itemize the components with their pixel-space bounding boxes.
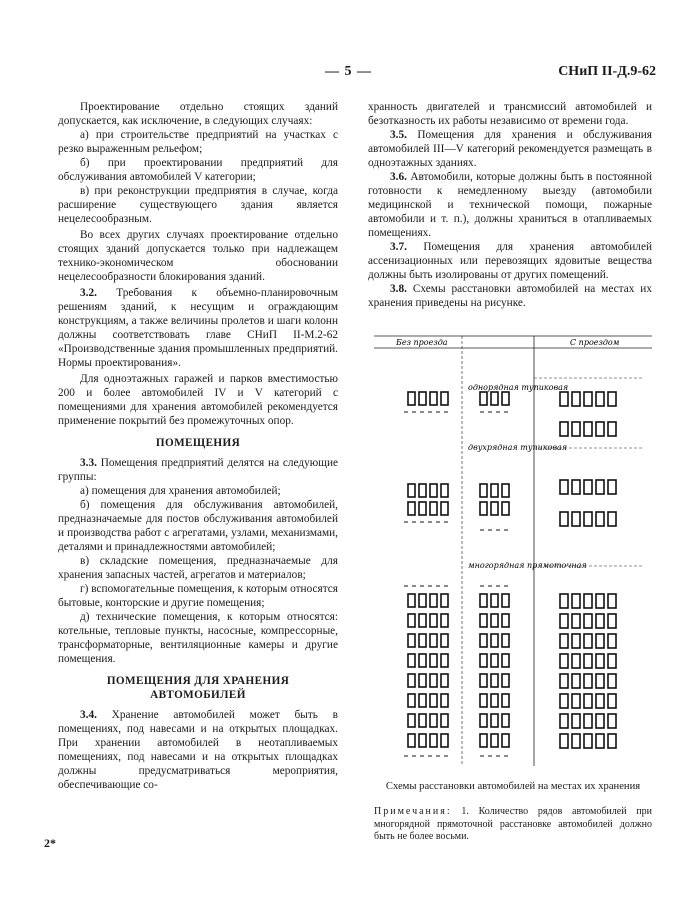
- car-slot: [480, 614, 487, 627]
- car-slot: [596, 694, 604, 708]
- car-slot: [441, 614, 448, 627]
- car-slot: [502, 594, 509, 607]
- car-slot: [608, 594, 616, 608]
- list-item: г) вспомогательные помещения, к которым относятся бытовые, конторские и другие помещения;: [58, 583, 338, 609]
- car-slot: [419, 694, 426, 707]
- list-item: в) при реконструкции предприятия в случае, когда расширение существующего здания является нецелесообразным.: [58, 185, 338, 225]
- car-slot: [430, 734, 437, 747]
- car-slot: [441, 674, 448, 687]
- clause-3-6: [368, 170, 652, 240]
- car-slot: [608, 614, 616, 628]
- car-slot: [491, 694, 498, 707]
- car-slot: [584, 734, 592, 748]
- car-slot: [502, 674, 509, 687]
- car-slot: [560, 634, 568, 648]
- page-number: — 5 —: [325, 64, 372, 79]
- car-slot: [408, 694, 415, 707]
- car-slot: [419, 634, 426, 647]
- list-item: а) при строительстве предприятий на участках с резко выраженным рельефом;: [58, 129, 338, 155]
- car-slot: [572, 614, 580, 628]
- car-slot: [502, 694, 509, 707]
- label-single-row: однорядная тупиковая: [468, 383, 569, 392]
- clause-text: Помещения для хранения автомобилей ассенизационных или перевозящих ядовитые вещества должны быть изолированы от других помещений.: [368, 241, 652, 281]
- clause-number: 3.3.: [80, 457, 97, 469]
- car-slot: [572, 674, 580, 688]
- right-column: [368, 100, 652, 310]
- car-slot: [596, 422, 604, 436]
- car-slot: [596, 614, 604, 628]
- car-slot: [480, 502, 487, 515]
- note-label: Примечания:: [374, 806, 452, 817]
- car-slot: [584, 634, 592, 648]
- car-slot: [608, 674, 616, 688]
- car-slot: [560, 512, 568, 526]
- car-slot: [430, 594, 437, 607]
- label-multi-row: многорядная прямоточная: [468, 561, 587, 570]
- car-slot: [480, 694, 487, 707]
- car-slot: [430, 392, 437, 405]
- label-with-drive: С проездом: [570, 338, 620, 347]
- paragraph: Для одноэтажных гаражей и парков вместимостью 200 и более автомобилей IV и V категорий с помещениями для хранения автомобилей рекомендуется применение покрытий без промежуточных опор.: [58, 373, 338, 427]
- car-slot: [408, 674, 415, 687]
- car-slot: [480, 654, 487, 667]
- car-slot: [480, 734, 487, 747]
- car-slot: [419, 714, 426, 727]
- car-slot: [441, 594, 448, 607]
- car-slot: [572, 392, 580, 406]
- drive-markers: [404, 412, 512, 756]
- car-slot: [491, 654, 498, 667]
- paragraph: хранность двигателей и трансмиссий автомобилей и безотказность их работы независимо от времени года.: [368, 101, 652, 127]
- clause-number: 3.2.: [80, 287, 97, 299]
- car-slot: [430, 694, 437, 707]
- clause-3-5: [368, 128, 652, 170]
- car-slot: [584, 654, 592, 668]
- car-slot: [596, 392, 604, 406]
- car-slot: [419, 654, 426, 667]
- list-item: б) при проектировании предприятий для обслуживания автомобилей V категории;: [58, 157, 338, 183]
- car-slot: [596, 654, 604, 668]
- car-slot: [560, 694, 568, 708]
- car-slot: [596, 594, 604, 608]
- clause-3-8: [368, 282, 652, 310]
- car-slot: [572, 480, 580, 494]
- car-slot: [480, 392, 487, 405]
- car-slot: [596, 674, 604, 688]
- car-slot: [572, 714, 580, 728]
- car-slot: [441, 734, 448, 747]
- car-slot: [491, 594, 498, 607]
- car-slot: [441, 484, 448, 497]
- car-slot: [608, 654, 616, 668]
- car-slot: [441, 694, 448, 707]
- car-slot: [502, 634, 509, 647]
- car-slot: [480, 634, 487, 647]
- car-slot: [441, 392, 448, 405]
- car-slot: [560, 614, 568, 628]
- car-slot: [608, 734, 616, 748]
- car-slot: [480, 594, 487, 607]
- car-slot: [408, 734, 415, 747]
- car-slot: [441, 654, 448, 667]
- car-slot: [572, 594, 580, 608]
- car-slot: [502, 734, 509, 747]
- car-slot: [408, 392, 415, 405]
- note: [374, 806, 652, 844]
- car-slot: [608, 480, 616, 494]
- car-slot: [502, 392, 509, 405]
- car-slot: [441, 714, 448, 727]
- car-slot: [596, 480, 604, 494]
- clause-3-3: [58, 456, 338, 484]
- clause-3-2: [58, 286, 338, 370]
- car-slot: [430, 674, 437, 687]
- section-heading: ПОМЕЩЕНИЯ: [155, 437, 241, 449]
- car-slot: [502, 614, 509, 627]
- car-slot: [441, 502, 448, 515]
- parking-layout-figure: [374, 332, 652, 774]
- car-slot: [491, 502, 498, 515]
- car-slot: [572, 734, 580, 748]
- car-slot: [430, 634, 437, 647]
- car-slot: [584, 392, 592, 406]
- list-item: д) технические помещения, к которым относятся: котельные, тепловые пункты, насосные, компрессорные, трансформаторные, вентиляционные камеры и другие помещения.: [58, 611, 338, 665]
- car-slot: [419, 614, 426, 627]
- car-slot: [502, 714, 509, 727]
- car-slot: [491, 634, 498, 647]
- car-slot: [596, 512, 604, 526]
- car-slot: [502, 484, 509, 497]
- left-column: [58, 100, 338, 792]
- clause-text: Автомобили, которые должны быть в постоянной готовности к немедленному выезду (автомобили медицинской и технической помощи, пожарные автомобили и т. п.), должны храниться в отапливаемых помещениях.: [368, 171, 652, 239]
- section-heading: ПОМЕЩЕНИЯ ДЛЯ ХРАНЕНИЯ АВТОМОБИЛЕЙ: [106, 675, 290, 701]
- car-slot: [584, 674, 592, 688]
- car-slot: [408, 654, 415, 667]
- car-slot: [584, 422, 592, 436]
- car-slot: [560, 674, 568, 688]
- clause-text: Помещения для хранения и обслуживания автомобилей III—V категорий рекомендуется размещать в одноэтажных зданиях.: [368, 129, 652, 169]
- page-footer-mark: 2*: [44, 836, 56, 850]
- clause-number: 3.4.: [80, 709, 97, 721]
- car-slot: [572, 654, 580, 668]
- car-slot: [560, 480, 568, 494]
- car-slot: [419, 734, 426, 747]
- car-slot: [408, 594, 415, 607]
- car-slot: [419, 594, 426, 607]
- car-slot: [491, 392, 498, 405]
- car-slot: [419, 392, 426, 405]
- car-slot: [596, 734, 604, 748]
- car-slot: [408, 502, 415, 515]
- car-slot: [560, 714, 568, 728]
- car-slot: [408, 484, 415, 497]
- car-slot: [584, 614, 592, 628]
- car-slot: [572, 634, 580, 648]
- clause-3-4: [58, 708, 338, 792]
- note-text: 1. Количество рядов автомобилей при многорядной прямоточной расстановке автомобилей должно быть не более восьми.: [374, 806, 652, 842]
- clause-number: 3.5.: [390, 129, 407, 141]
- car-slot: [491, 674, 498, 687]
- car-slot: [608, 512, 616, 526]
- figure-caption: Схемы расстановки автомобилей на местах их хранения: [385, 781, 641, 792]
- car-slot: [584, 594, 592, 608]
- car-slot: [608, 714, 616, 728]
- car-slot: [430, 614, 437, 627]
- car-slot: [430, 502, 437, 515]
- car-slot: [419, 674, 426, 687]
- car-slot: [560, 422, 568, 436]
- page-header: [0, 64, 700, 84]
- car-slot: [560, 594, 568, 608]
- car-slot: [608, 694, 616, 708]
- car-slot: [408, 634, 415, 647]
- car-slot: [596, 634, 604, 648]
- clause-text: Требования к объемно-планировочным решениям зданий, к несущим и ограждающим конструкциям, а также величины пролетов и шаги колонн должны соответствовать главе СНиП II-М.2-62 «Производственные здания промышленных предприятий. Нормы проектирования».: [58, 287, 338, 369]
- car-slot: [596, 714, 604, 728]
- car-slot: [584, 714, 592, 728]
- car-slot: [430, 714, 437, 727]
- list-item: б) помещения для обслуживания автомобилей, предназначаемые для постов обслуживания автомобилей и производства работ с агрегатами, узлами, механизмами, деталями и принадлежностями автомобилей;: [58, 499, 338, 553]
- car-slot: [491, 734, 498, 747]
- car-slot: [560, 734, 568, 748]
- car-slot: [441, 634, 448, 647]
- document-code: СНиП II-Д.9-62: [558, 64, 656, 79]
- car-slot: [419, 502, 426, 515]
- car-slot: [584, 694, 592, 708]
- car-slot: [608, 392, 616, 406]
- car-slot: [480, 674, 487, 687]
- list-item: в) складские помещения, предназначаемые для хранения запасных частей, агрегатов и материалов;: [58, 555, 338, 581]
- paragraph: Проектирование отдельно стоящих зданий допускается, как исключение, в следующих случаях:: [58, 101, 338, 127]
- car-slot: [560, 654, 568, 668]
- car-slot: [608, 422, 616, 436]
- car-slot: [430, 484, 437, 497]
- label-no-drive: Без проезда: [396, 338, 448, 347]
- car-slot: [502, 502, 509, 515]
- car-slot: [584, 480, 592, 494]
- clause-text: Хранение автомобилей может быть в помещениях, под навесами и на открытых площадках. При хранении автомобилей в неотапливаемых помещениях, под навесами и на открытых площадках должны предусматриваться мероприятия, обеспечивающие со-: [58, 709, 338, 791]
- label-double-row: двухрядная тупиковая: [468, 443, 568, 452]
- car-slot: [480, 714, 487, 727]
- car-slot: [560, 392, 568, 406]
- car-slot: [572, 694, 580, 708]
- car-slot: [584, 512, 592, 526]
- paragraph: Во всех других случаях проектирование отдельно стоящих зданий допускается только при надлежащем технико-экономическом обосновании нецелесообразности блокирования зданий.: [58, 229, 338, 283]
- clause-number: 3.6.: [390, 171, 407, 183]
- car-slot: [491, 714, 498, 727]
- car-slot: [608, 634, 616, 648]
- car-slot: [419, 484, 426, 497]
- car-slot: [502, 654, 509, 667]
- car-slot: [572, 422, 580, 436]
- car-slot: [491, 614, 498, 627]
- car-slot: [491, 484, 498, 497]
- car-slot: [480, 484, 487, 497]
- clause-number: 3.8.: [390, 283, 407, 295]
- car-slot: [572, 512, 580, 526]
- car-slot: [408, 614, 415, 627]
- clause-text: Помещения предприятий делятся на следующие группы:: [58, 457, 338, 483]
- clause-number: 3.7.: [390, 241, 407, 253]
- list-item: а) помещения для хранения автомобилей;: [80, 485, 281, 497]
- car-slot: [430, 654, 437, 667]
- car-slot: [408, 714, 415, 727]
- clause-text: Схемы расстановки автомобилей на местах их хранения приведены на рисунке.: [368, 283, 652, 309]
- clause-3-7: [368, 240, 652, 282]
